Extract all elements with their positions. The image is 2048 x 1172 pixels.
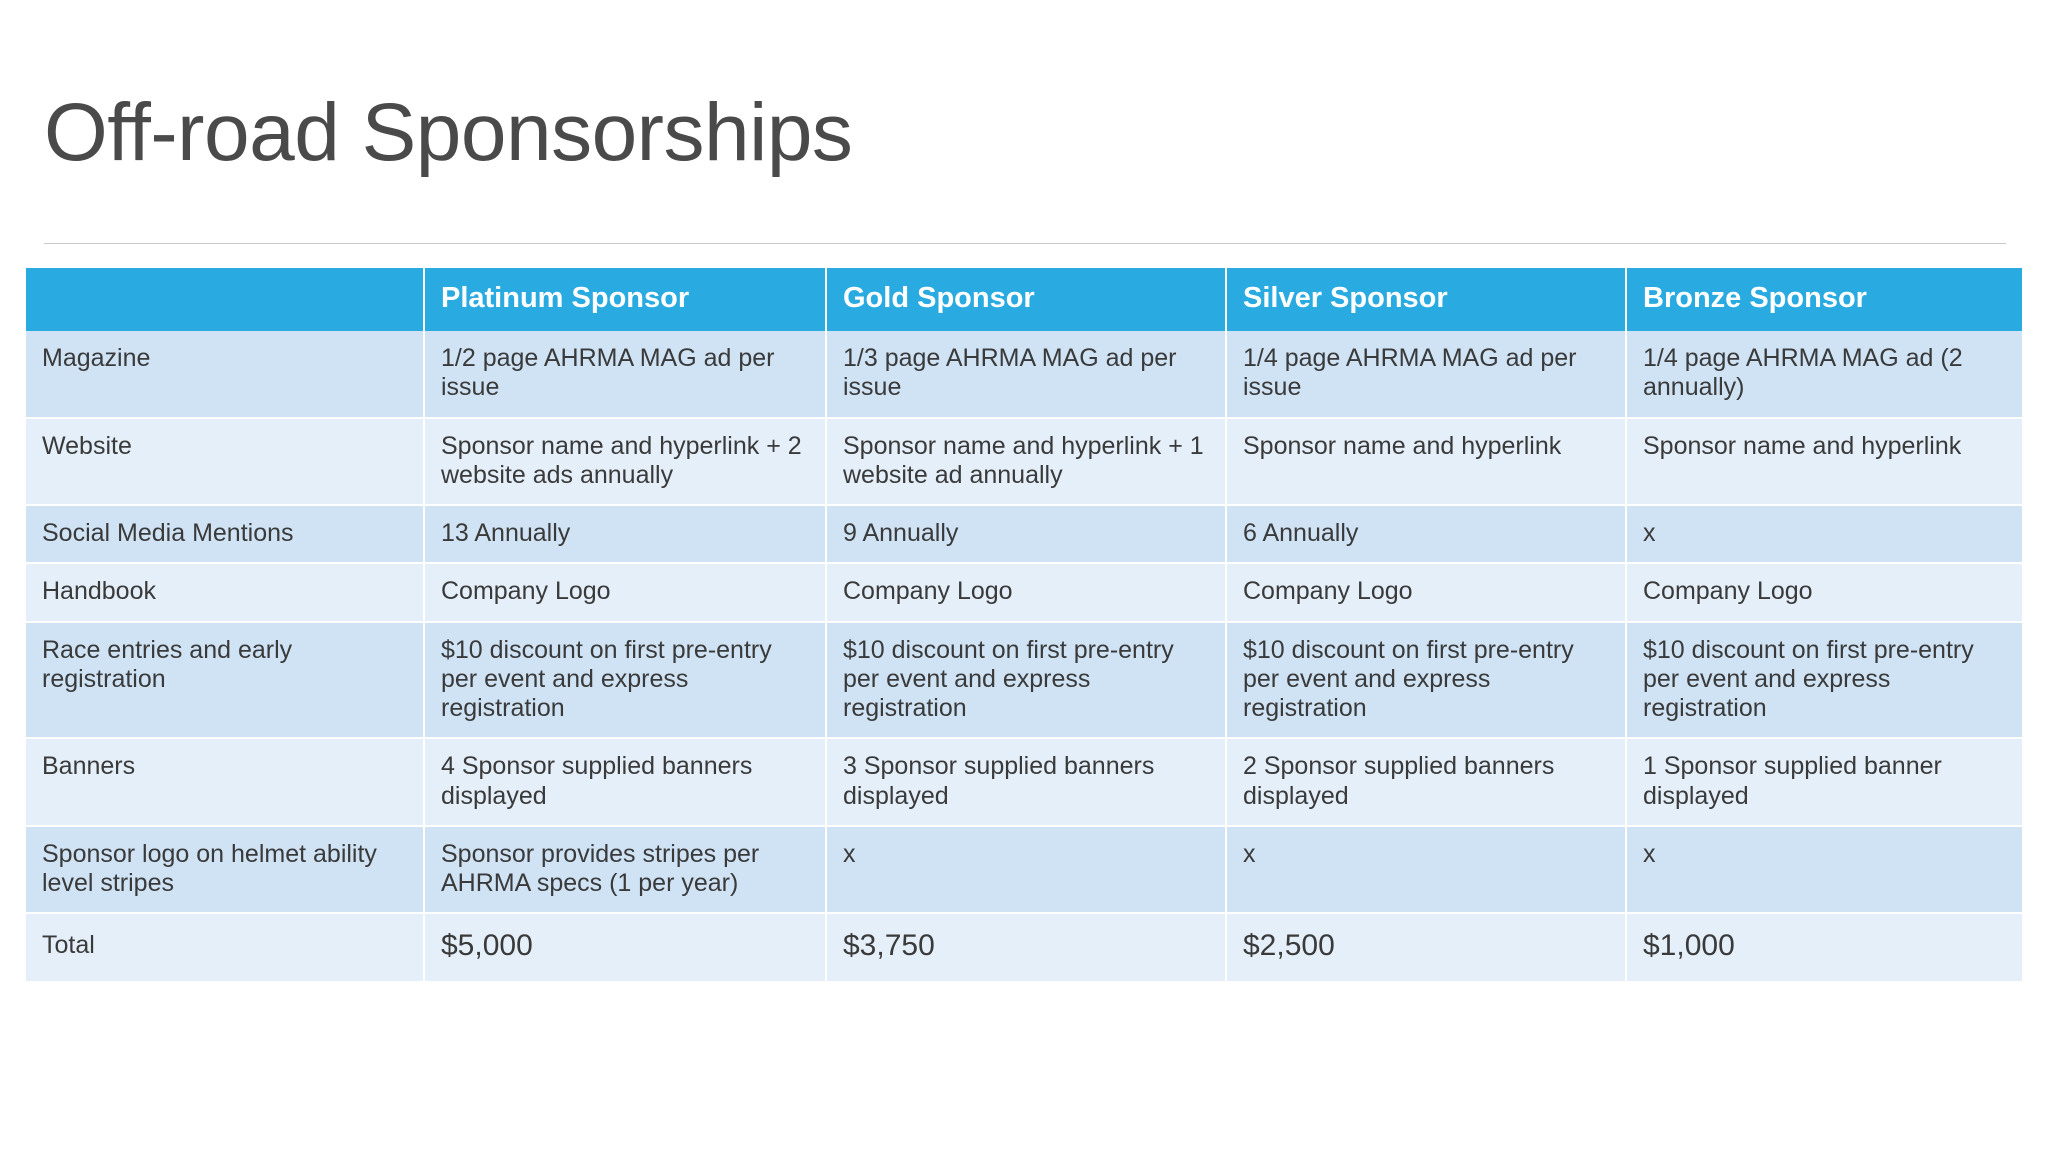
cell-gold: Company Logo [826,563,1226,621]
cell-gold: $10 discount on first pre-entry per event and express registration [826,622,1226,739]
cell-silver: 1/4 page AHRMA MAG ad per issue [1226,331,1626,418]
row-label: Banners [26,738,424,826]
row-label: Total [26,913,424,981]
cell-silver: $10 discount on first pre-entry per event and express registration [1226,622,1626,739]
table-row [26,738,2022,826]
cell-silver: 2 Sponsor supplied banners displayed [1226,738,1626,826]
column-header-bronze: Bronze Sponsor [1626,268,2022,331]
cell-silver: Sponsor name and hyperlink [1226,418,1626,506]
cell-gold: $3,750 [826,913,1226,981]
row-label: Sponsor logo on helmet ability level stripes [26,826,424,914]
cell-gold: 9 Annually [826,505,1226,563]
column-header-silver: Silver Sponsor [1226,268,1626,331]
cell-platinum: Company Logo [424,563,826,621]
cell-platinum: Sponsor name and hyperlink + 2 website ads annually [424,418,826,506]
table-row [26,505,2022,563]
sponsorship-table-container [26,268,2022,981]
table-body [26,331,2022,981]
table-header-row [26,268,2022,331]
table-row [26,418,2022,506]
cell-bronze: x [1626,826,2022,914]
table-row-total [26,913,2022,981]
table-row [26,826,2022,914]
cell-bronze: 1 Sponsor supplied banner displayed [1626,738,2022,826]
cell-bronze: x [1626,505,2022,563]
cell-bronze: Company Logo [1626,563,2022,621]
cell-platinum: 4 Sponsor supplied banners displayed [424,738,826,826]
cell-bronze: Sponsor name and hyperlink [1626,418,2022,506]
table-row [26,331,2022,418]
title-divider [44,243,2006,244]
table-row [26,622,2022,739]
cell-platinum: 1/2 page AHRMA MAG ad per issue [424,331,826,418]
column-header-gold: Gold Sponsor [826,268,1226,331]
cell-platinum: 13 Annually [424,505,826,563]
cell-platinum: $10 discount on first pre-entry per event and express registration [424,622,826,739]
row-label: Handbook [26,563,424,621]
cell-gold: 1/3 page AHRMA MAG ad per issue [826,331,1226,418]
cell-platinum: Sponsor provides stripes per AHRMA specs (1 per year) [424,826,826,914]
cell-silver: Company Logo [1226,563,1626,621]
cell-gold: Sponsor name and hyperlink + 1 website ad annually [826,418,1226,506]
row-label: Social Media Mentions [26,505,424,563]
cell-platinum: $5,000 [424,913,826,981]
sponsorship-table [26,268,2022,981]
row-label: Magazine [26,331,424,418]
cell-bronze: $10 discount on first pre-entry per event and express registration [1626,622,2022,739]
row-label: Website [26,418,424,506]
cell-bronze: 1/4 page AHRMA MAG ad (2 annually) [1626,331,2022,418]
cell-silver: x [1226,826,1626,914]
cell-silver: $2,500 [1226,913,1626,981]
table-row [26,563,2022,621]
column-header-platinum: Platinum Sponsor [424,268,826,331]
table-header [26,268,2022,331]
column-header-feature [26,268,424,331]
row-label: Race entries and early registration [26,622,424,739]
cell-bronze: $1,000 [1626,913,2022,981]
cell-gold: 3 Sponsor supplied banners displayed [826,738,1226,826]
cell-silver: 6 Annually [1226,505,1626,563]
page-title: Off-road Sponsorships [44,87,853,178]
cell-gold: x [826,826,1226,914]
